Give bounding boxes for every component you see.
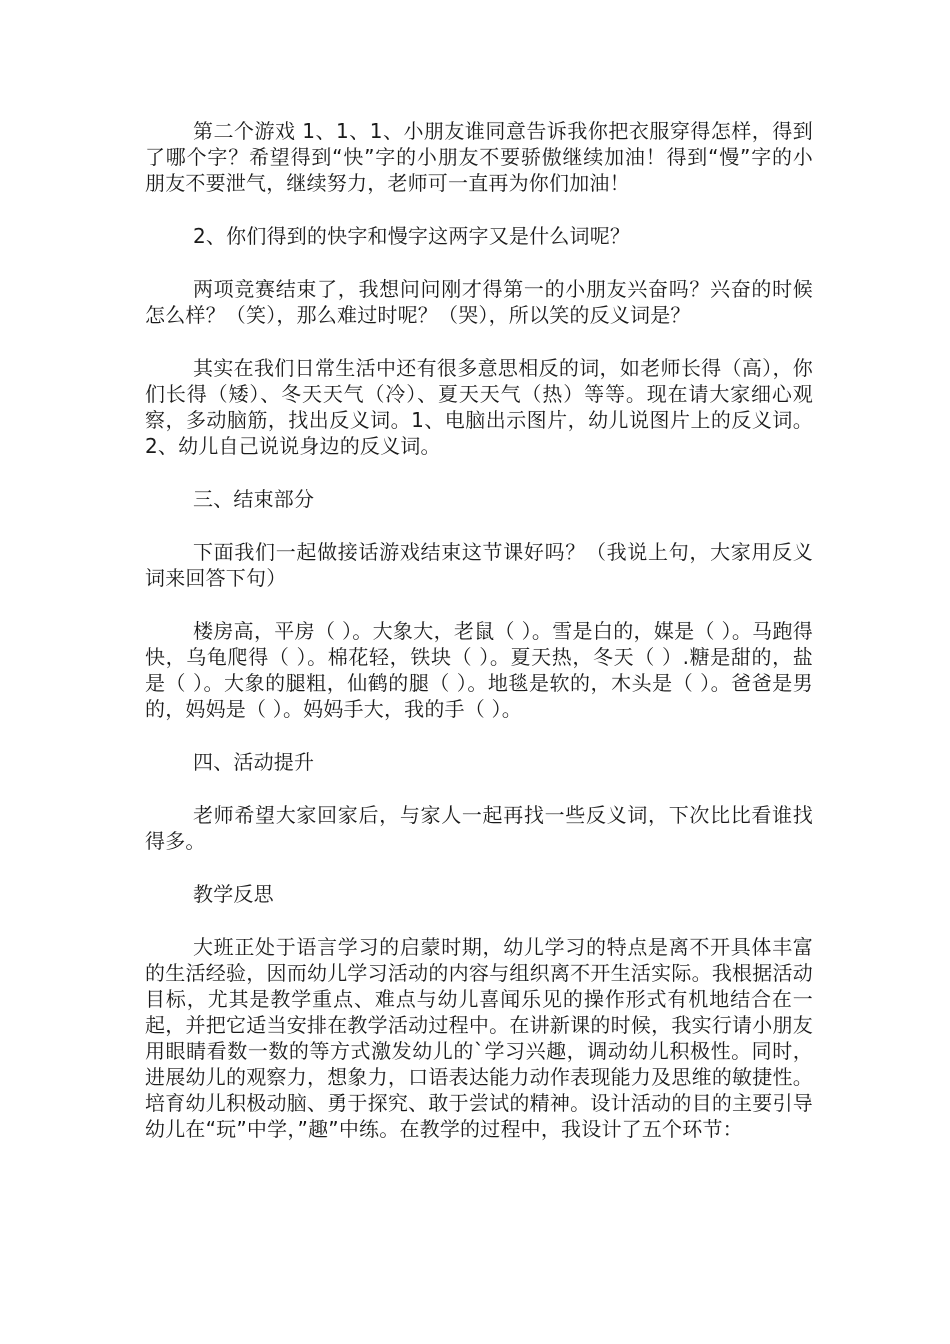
- section-heading-improvement: 四、活动提升: [193, 750, 315, 774]
- section-heading-reflection: 教学反思: [193, 882, 274, 906]
- paragraph-daily-antonyms: 其实在我们日常生活中还有很多意思相反的词，如老师长得（高），你们长得（矮）、冬天天气（冷）、夏天天气（热）等等。现在请大家细心观察，多动脑筋，找出反义词。1、电脑出示图片，幼儿说图片上的反义词。2、幼儿自己说说身边的反义词。: [145, 356, 813, 458]
- section-heading-ending: 三、结束部分: [193, 487, 315, 511]
- document-page: [145, 118, 813, 1169]
- paragraph-homework: 老师希望大家回家后，与家人一起再找一些反义词，下次比比看谁找得多。: [145, 803, 813, 853]
- paragraph-laugh-cry: 两项竞赛结束了，我想问问刚才得第一的小朋友兴奋吗？兴奋的时候怎么样？（笑），那么难过时呢？（哭），所以笑的反义词是？: [145, 277, 813, 327]
- paragraph-relay-game: 下面我们一起做接话游戏结束这节课好吗？（我说上句，大家用反义词来回答下句）: [145, 540, 813, 590]
- paragraph-question-words: 2、你们得到的快字和慢字这两字又是什么词呢？: [193, 224, 631, 248]
- paragraph-antonym-pairs: 楼房高，平房（ ）。大象大，老鼠（ ）。雪是白的，媒是（ ）。马跑得快，乌龟爬得（ ）。棉花轻，铁块（ ）。夏天热，冬天（ ）.糖是甜的，盐是（ ）。大象的腿粗，仙鹤的腿（ ）。地毯是软的，木头是（ ）。爸爸是男的，妈妈是（ ）。妈妈手大，我的手（ ）。: [145, 619, 813, 721]
- paragraph-reflection: 大班正处于语言学习的启蒙时期，幼儿学习的特点是离不开具体丰富的生活经验，因而幼儿学习活动的内容与组织离不开生活实际。我根据活动目标，尤其是教学重点、难点与幼儿喜闻乐见的操作形式有机地结合在一起，并把它适当安排在教学活动过程中。在讲新课的时候，我实行请小朋友用眼睛看数一数的等方式激发幼儿的`学习兴趣，调动幼儿积极性。同时，进展幼儿的观察力，想象力，口语表达能力动作表现能力及思维的敏捷性。培育幼儿积极动脑、勇于探究、敢于尝试的精神。设计活动的目的主要引导幼儿在“玩”中学，”趣”中练。在教学的过程中，我设计了五个环节：: [145, 935, 813, 1141]
- paragraph-second-game: 第二个游戏 1、1、1、小朋友谁同意告诉我你把衣服穿得怎样，得到了哪个字？希望得到“快”字的小朋友不要骄傲继续加油！得到“慢”字的小朋友不要泄气，继续努力，老师可一直再为你们加油！: [145, 119, 813, 195]
